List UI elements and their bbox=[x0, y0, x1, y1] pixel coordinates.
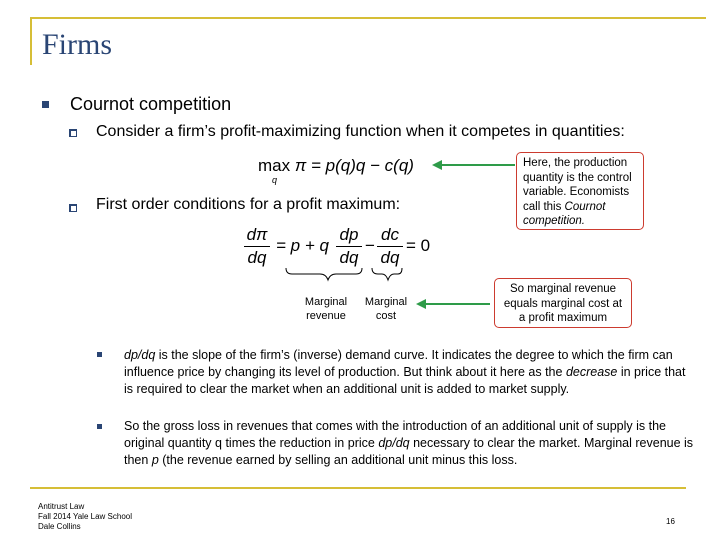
frac-dpi: dπ bbox=[246, 225, 268, 244]
para1-text1: is the slope of the firm’s (inverse) demand curve. It indicates the degree to which the firm can influence price by changing its level of production. But think about it here as the bbox=[124, 348, 673, 379]
frac-dc: dc bbox=[381, 225, 399, 244]
callout-control-variable bbox=[516, 152, 644, 230]
formula-max: max bbox=[258, 156, 291, 175]
formula-profit-rhs: π = p(q)q − c(q) bbox=[294, 156, 414, 175]
footer-line bbox=[30, 487, 686, 489]
paragraph-bullet-icon bbox=[97, 352, 102, 357]
formula-max-subscript: q bbox=[272, 175, 278, 185]
footer-info bbox=[38, 502, 132, 532]
para1-text2: in price that is required to clear the market when an additional unit is added to market supply. bbox=[124, 365, 686, 396]
frac-dq-1: dq bbox=[247, 248, 267, 267]
frac-dp: dp bbox=[339, 225, 359, 244]
formula-minus: − bbox=[365, 236, 375, 255]
sub-bullet-profit-function: Consider a firm’s profit-maximizing function when it competes in quantities: bbox=[96, 123, 625, 140]
brace-marginal-cost bbox=[372, 268, 402, 280]
para2-p: p bbox=[151, 453, 159, 467]
slide-title: Firms bbox=[42, 28, 113, 61]
para1-dpdq: dp/dq bbox=[124, 348, 156, 362]
formula-p-plus-q: = p + q bbox=[276, 236, 329, 255]
paragraph-bullet-icon bbox=[97, 424, 102, 429]
sub-bullet-first-order: First order conditions for a profit maximum: bbox=[96, 196, 401, 213]
callout-mr-equals-mc bbox=[494, 278, 632, 328]
para1-decrease: decrease bbox=[565, 365, 618, 379]
paragraph-gross-loss bbox=[124, 418, 696, 469]
para2-text3: (the revenue earned by selling an additional unit minus this loss. bbox=[158, 453, 518, 467]
callout2-text: So marginal revenue equals marginal cost at a profit maximum bbox=[503, 283, 623, 324]
footer-author: Dale Collins bbox=[38, 522, 81, 531]
footer-course: Antitrust Law bbox=[38, 502, 85, 511]
para2-text1: So the gross loss in revenues that comes with the introduction of an additional unit of supply is the original quantity q times the reduction in price bbox=[124, 419, 666, 450]
callout1-italic: Cournot competition. bbox=[523, 200, 606, 227]
arrow-head-callout2 bbox=[416, 299, 426, 309]
arrow-head-callout1 bbox=[432, 160, 442, 170]
bullet-cournot: Cournot competition bbox=[70, 94, 232, 114]
label-marginal-revenue: Marginal revenue bbox=[304, 296, 348, 322]
para2-dpdq: dp/dq bbox=[378, 436, 410, 450]
footer-term: Fall 2014 Yale Law School bbox=[38, 512, 132, 521]
page-number: 16 bbox=[666, 517, 675, 526]
formula-equals-zero: = 0 bbox=[406, 236, 431, 255]
paragraph-slope bbox=[124, 347, 696, 398]
para2-text2: necessary to clear the market. Marginal revenue is then bbox=[124, 436, 694, 467]
frac-dq-3: dq bbox=[380, 248, 400, 267]
label-marginal-cost: Marginal cost bbox=[364, 296, 408, 322]
frac-dq-2: dq bbox=[339, 248, 359, 267]
callout1-text: Here, the production quantity is the control variable. Economists call this bbox=[523, 157, 632, 213]
brace-marginal-revenue bbox=[286, 268, 362, 280]
